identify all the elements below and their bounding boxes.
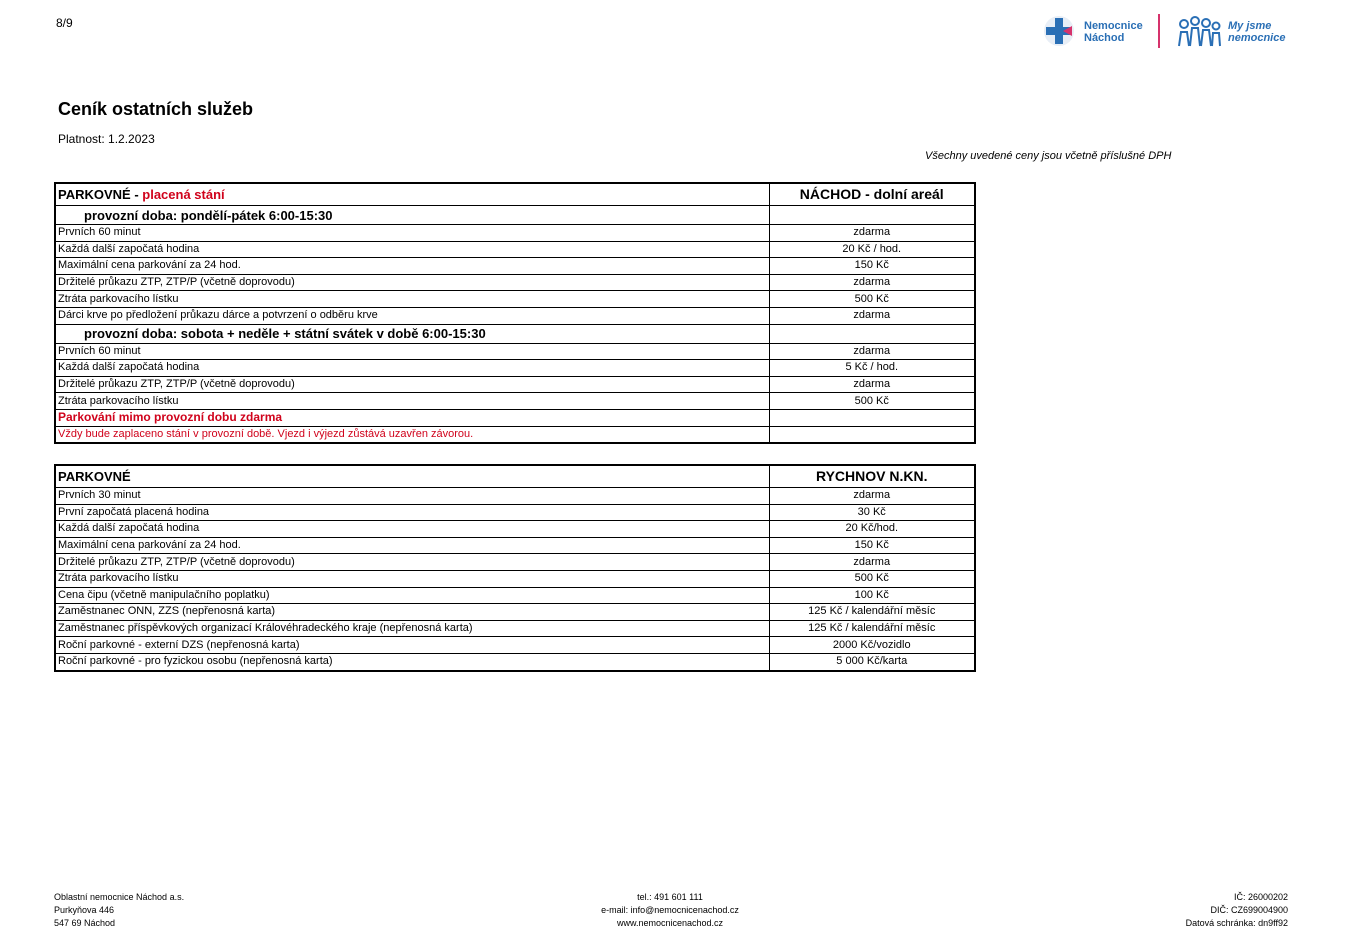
people-icon bbox=[1176, 14, 1222, 48]
table-row: Prvních 30 minut zdarma bbox=[55, 488, 975, 505]
table-row: Roční parkovné - externí DZS (nepřenosná karta) 2000 Kč/vozidlo bbox=[55, 637, 975, 654]
table-row: Každá další započatá hodina 20 Kč / hod. bbox=[55, 241, 975, 258]
footer-website: www.nemocnicenachod.cz bbox=[616, 918, 724, 928]
table-row: Držitelé průkazu ZTP, ZTP/P (včetně doprovodu) zdarma bbox=[55, 274, 975, 291]
hospital-logo bbox=[1042, 12, 1292, 52]
table-row: Ztráta parkovacího lístku 500 Kč bbox=[55, 291, 975, 308]
table-row: Cena čipu (včetně manipulačního poplatku) 100 Kč bbox=[55, 587, 975, 604]
table-row: První započatá placená hodina 30 Kč bbox=[55, 504, 975, 521]
table-row: Držitelé průkazu ZTP, ZTP/P (včetně doprovodu) zdarma bbox=[55, 554, 975, 571]
hospital-cross-icon bbox=[1042, 14, 1076, 48]
table-row: Ztráta parkovacího lístku 500 Kč bbox=[55, 570, 975, 587]
note-row-barrier bbox=[55, 426, 975, 443]
table-row: Zaměstnanec příspěvkových organizací Královéhradeckého kraje (nepřenosná karta) 125 Kč / kalendářní měsíc bbox=[55, 620, 975, 637]
document-title: Ceník ostatních služeb bbox=[58, 99, 254, 119]
footer-contact bbox=[570, 891, 770, 930]
table-row: Maximální cena parkování za 24 hod. 150 Kč bbox=[55, 537, 975, 554]
table-row: Maximální cena parkování za 24 hod. 150 Kč bbox=[55, 258, 975, 275]
table-row: Dárci krve po předložení průkazu dárce a potvrzení o odběru krve zdarma bbox=[55, 307, 975, 324]
table-row: Ztráta parkovacího lístku 500 Kč bbox=[55, 393, 975, 410]
footer-email: e-mail: info@nemocnicenachod.cz bbox=[601, 905, 739, 915]
table-header-label: PARKOVNÉ - placená stání bbox=[55, 183, 769, 206]
section-row-weekday bbox=[55, 206, 975, 225]
page-number: 8/9 bbox=[56, 16, 73, 30]
section-title: provozní doba: sobota + neděle + státní svátek v době 6:00-15:30 bbox=[55, 324, 769, 343]
vat-note: Všechny uvedené ceny jsou včetně příslušné DPH bbox=[925, 150, 1172, 162]
table-header-row bbox=[55, 183, 975, 206]
logo-divider bbox=[1158, 14, 1160, 48]
logo-name: Nemocnice Náchod bbox=[1084, 20, 1143, 44]
note-barrier: Vždy bude zaplaceno stání v provozní době. Vjezd i výjezd zůstává uzavřen závorou. bbox=[55, 426, 769, 443]
table-row: Zaměstnanec ONN, ZZS (nepřenosná karta) 125 Kč / kalendářní měsíc bbox=[55, 604, 975, 621]
table-row: Prvních 60 minut zdarma bbox=[55, 343, 975, 360]
footer-address: Oblastní nemocnice Náchod a.s. Purkyňova 446 547 69 Náchod bbox=[54, 892, 185, 928]
nachod-price-table bbox=[54, 182, 976, 444]
logo-slogan: My jsme nemocnice bbox=[1228, 20, 1286, 44]
rychnov-price-table bbox=[54, 464, 976, 672]
section-row-weekend bbox=[55, 324, 975, 343]
table-header-location: RYCHNOV N.KN. bbox=[769, 465, 975, 488]
note-row-free bbox=[55, 409, 975, 426]
section-title: provozní doba: pondělí-pátek 6:00-15:30 bbox=[55, 206, 769, 225]
table-row: Prvních 60 minut zdarma bbox=[55, 225, 975, 242]
table-row: Držitelé průkazu ZTP, ZTP/P (včetně doprovodu) zdarma bbox=[55, 376, 975, 393]
note-free-parking: Parkování mimo provozní dobu zdarma bbox=[55, 409, 769, 426]
validity-date: Platnost: 1.2.2023 bbox=[58, 132, 155, 146]
footer-phone: tel.: 491 601 111 bbox=[637, 892, 703, 902]
table-header-location: NÁCHOD - dolní areál bbox=[769, 183, 975, 206]
table-row: Roční parkovné - pro fyzickou osobu (nepřenosná karta) 5 000 Kč/karta bbox=[55, 653, 975, 670]
table-header-row bbox=[55, 465, 975, 488]
table-row: Každá další započatá hodina 5 Kč / hod. bbox=[55, 360, 975, 377]
table-header-label: PARKOVNÉ bbox=[55, 465, 769, 488]
footer-registration: IČ: 26000202 DIČ: CZ699004900 Datová schránka: dn9ff92 bbox=[1185, 892, 1288, 928]
table-row: Každá další započatá hodina 20 Kč/hod. bbox=[55, 521, 975, 538]
